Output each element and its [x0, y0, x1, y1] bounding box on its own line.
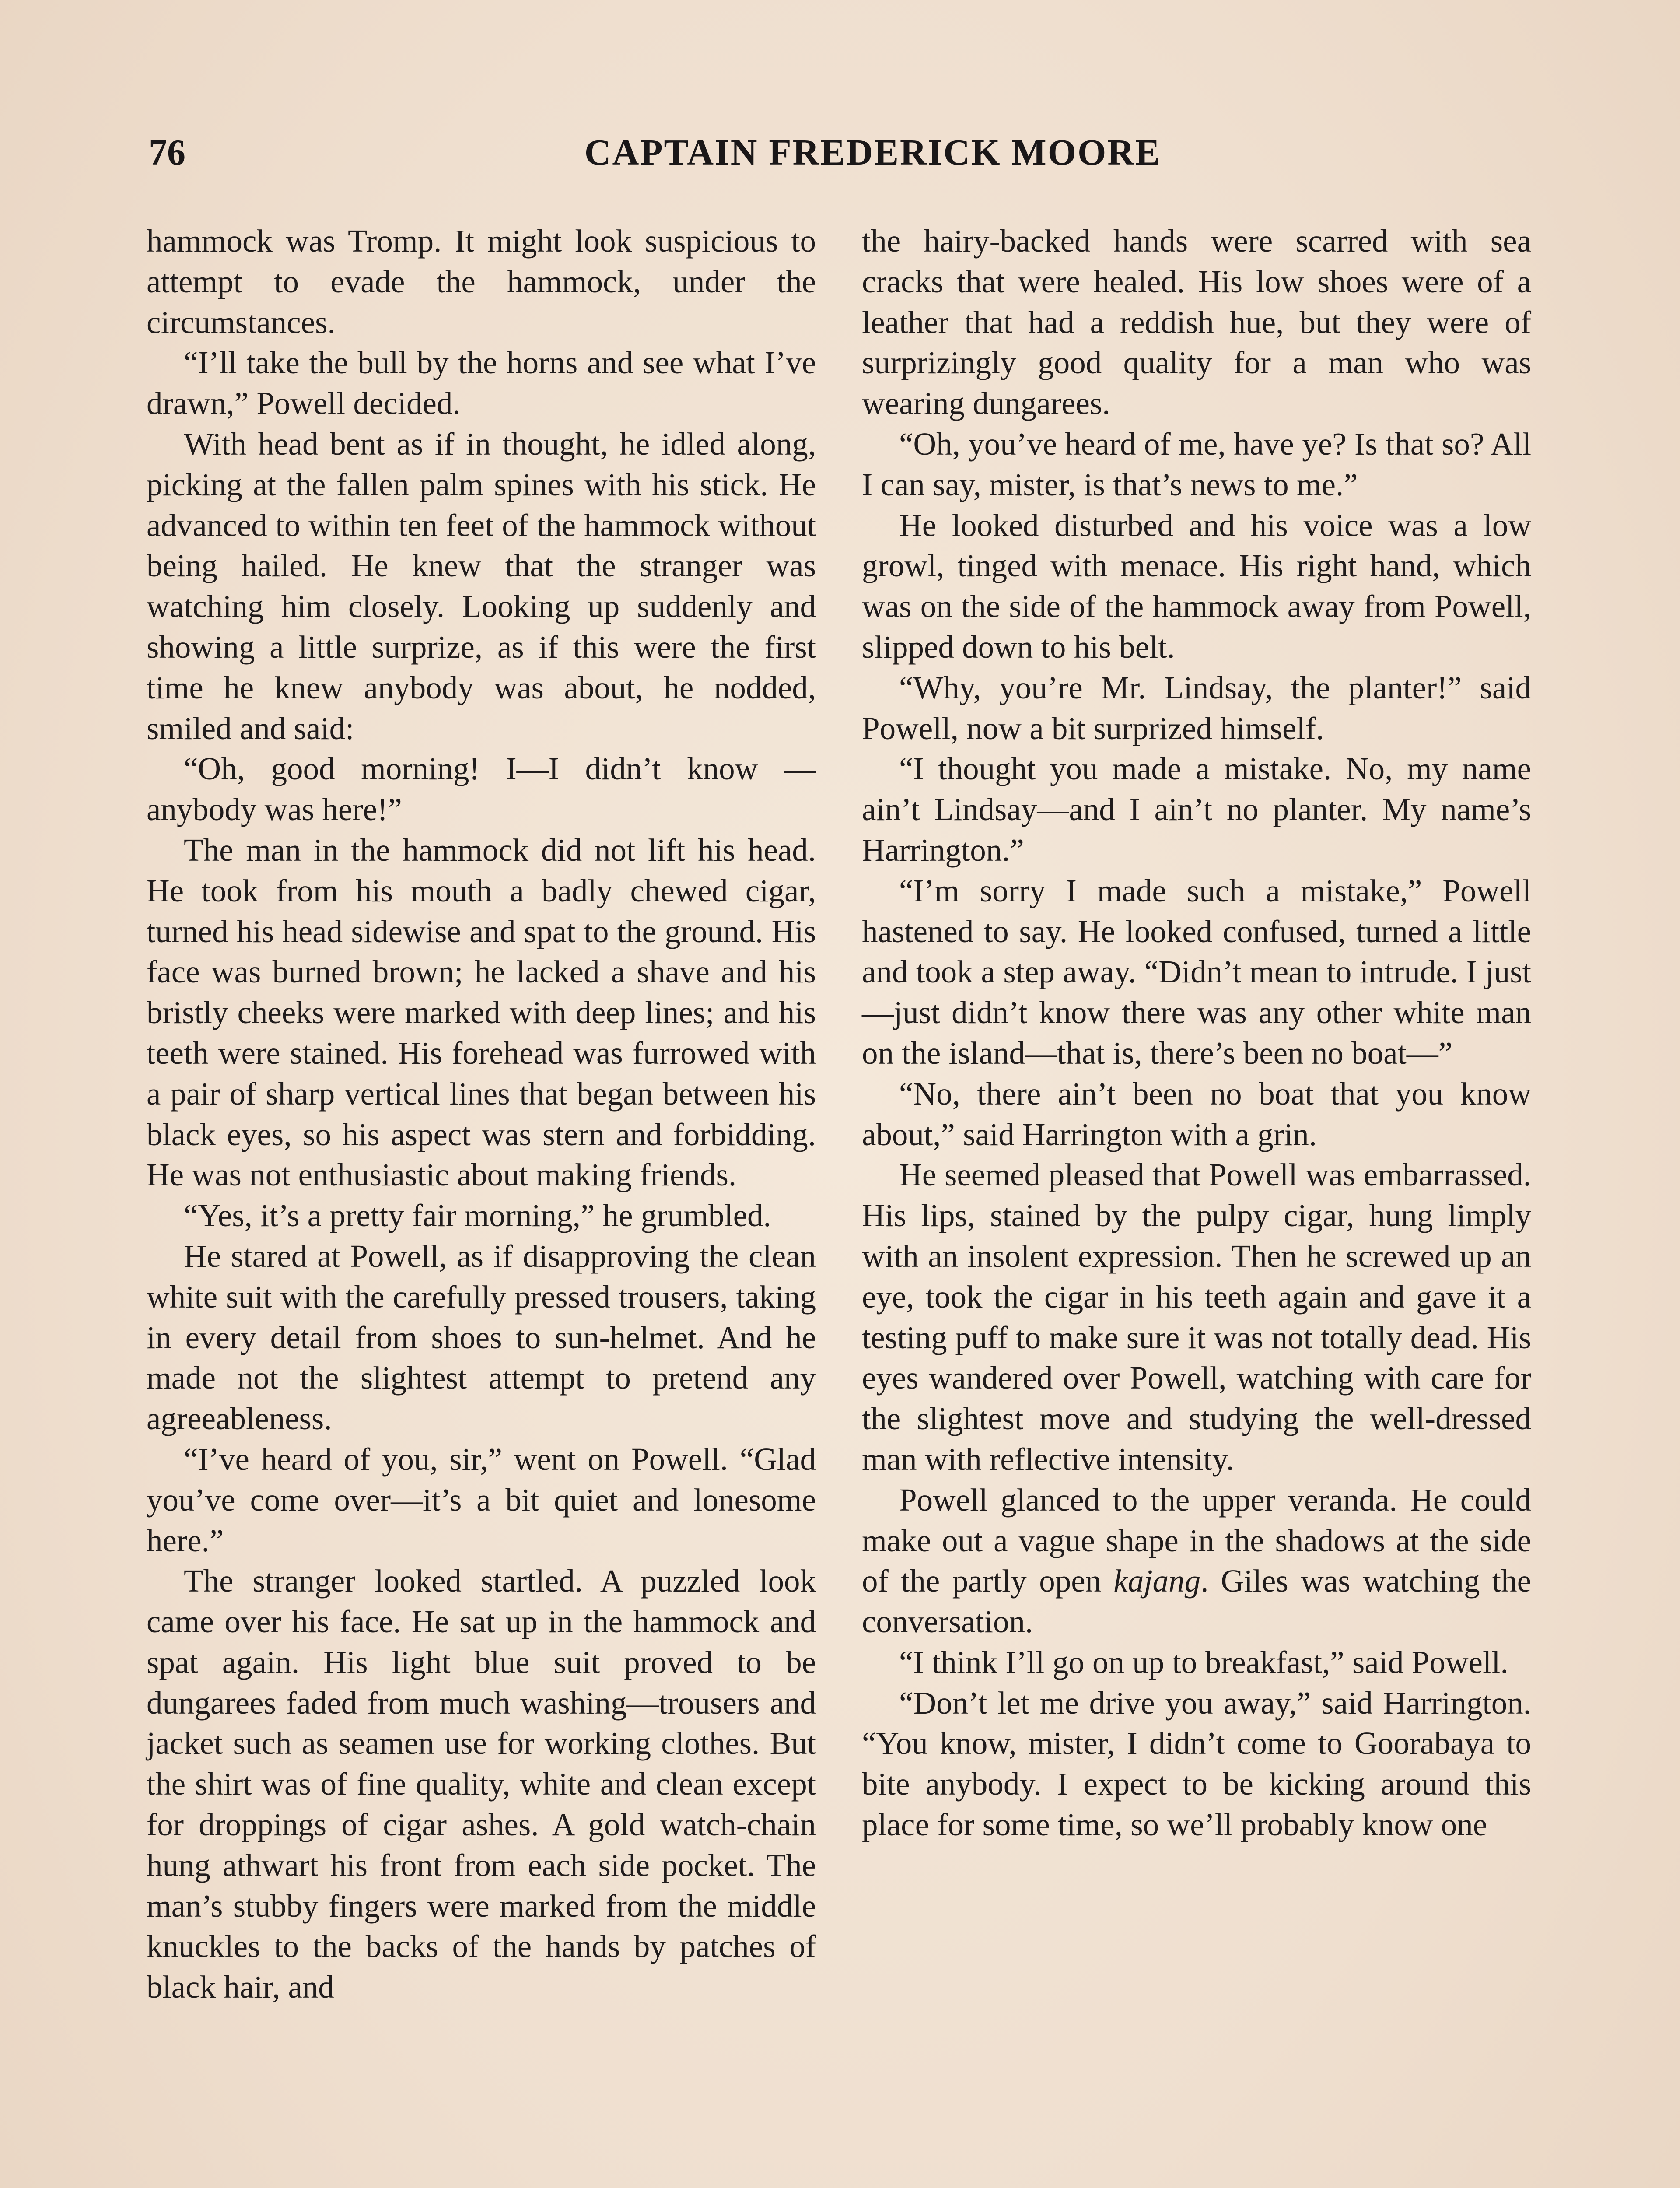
- paragraph: The stranger looked startled. A puzzled look came over his face. He sat up in the hammock and spat again. His light blue suit proved to be dungarees faded from much washing—trousers and jacket such as seamen use for working clothes. But the shirt was of fine quality, white and clean except for droppings of cigar ashes. A gold watch-chain hung athwart his front from each side pocket. The man’s stubby fingers were marked from the middle knuckles to the backs of the hands by patches of black hair, and: [147, 1563, 816, 2005]
- italic-word: kajang: [1113, 1563, 1201, 1599]
- paragraph: He seemed pleased that Powell was embarrassed. His lips, stained by the pulpy cigar, hung limply with an insolent expression. Then he screwed up an eye, took the cigar in his teeth again and gave it a testing puff to make sure it was not totally dead. His eyes wandered over Powell, watching with care for the slightest move and studying the well-dressed man with reflective intensity.: [862, 1157, 1531, 1477]
- paragraph: “Why, you’re Mr. Lindsay, the planter!” said Powell, now a bit surprized himself.: [862, 670, 1531, 746]
- paragraph-text: . Giles was watching the conversation.: [862, 1563, 1531, 1640]
- paragraph: [862, 1480, 1531, 1642]
- paragraph: the hairy-backed hands were scarred with sea cracks that were healed. His low shoes were of a leather that had a reddish hue, but they were of surprizingly good quality for a man who was wearing dungarees.: [862, 223, 1531, 421]
- page-header: [149, 131, 1549, 179]
- running-head: CAPTAIN FREDERICK MOORE: [584, 132, 1162, 173]
- paragraph: “I’m sorry I made such a mistake,” Powell hastened to say. He looked confused, turned a little and took a step away. “Didn’t mean to intrude. I just —just didn’t know there was any other white man on the island—that is, there’s been no boat—”: [862, 873, 1531, 1071]
- paragraph: “I’ll take the bull by the horns and see what I’ve drawn,” Powell decided.: [147, 345, 816, 421]
- paragraph: He stared at Powell, as if disapproving the clean white suit with the carefully pressed trousers, taking in every detail from shoes to sun-helmet. And he made not the slightest attempt to pretend any agreeableness.: [147, 1238, 816, 1437]
- paragraph: “Oh, you’ve heard of me, have ye? Is that so? All I can say, mister, is that’s news to me.”: [862, 426, 1531, 502]
- paragraph: “Oh, good morning! I—I didn’t know —anybody was here!”: [147, 751, 816, 828]
- paragraph: “Yes, it’s a pretty fair morning,” he grumbled.: [184, 1198, 771, 1234]
- paragraph: “I’ve heard of you, sir,” went on Powell. “Glad you’ve come over—it’s a bit quiet and lonesome here.”: [147, 1441, 816, 1558]
- paragraph: “No, there ain’t been no boat that you know about,” said Harrington with a grin.: [862, 1076, 1531, 1152]
- left-column: [147, 221, 816, 2008]
- paragraph: “I thought you made a mistake. No, my name ain’t Lindsay—and I ain’t no planter. My name’s Harrington.”: [862, 751, 1531, 868]
- paragraph: hammock was Tromp. It might look suspicious to attempt to evade the hammock, under the circumstances.: [147, 223, 816, 340]
- right-column: [862, 221, 1531, 1845]
- paragraph: He looked disturbed and his voice was a low growl, tinged with menace. His right hand, which was on the side of the hammock away from Powell, slipped down to his belt.: [862, 507, 1531, 665]
- paragraph: “Don’t let me drive you away,” said Harrington. “You know, mister, I didn’t come to Goorabaya to bite anybody. I expect to be kicking around this place for some time, so we’ll probably know one: [862, 1685, 1531, 1843]
- paragraph-text: Powell glanced to the upper veranda. He could make out a vague shape in the shadows at the side of the partly open: [862, 1482, 1531, 1599]
- paragraph: “I think I’ll go on up to breakfast,” said Powell.: [899, 1644, 1508, 1680]
- paragraph: The man in the hammock did not lift his head. He took from his mouth a badly chewed cigar, turned his head sidewise and spat to the ground. His face was burned brown; he lacked a shave and his bristly cheeks were marked with deep lines; and his teeth were stained. His forehead was furrowed with a pair of sharp vertical lines that began between his black eyes, so his aspect was stern and forbidding. He was not enthusiastic about making friends.: [147, 832, 816, 1193]
- paragraph: With head bent as if in thought, he idled along, picking at the fallen palm spines with his stick. He advanced to within ten feet of the hammock without being hailed. He knew that the stranger was watching him closely. Looking up suddenly and showing a little surprize, as if this were the first time he knew anybody was about, he nodded, smiled and said:: [147, 426, 816, 746]
- page-number: 76: [149, 132, 186, 173]
